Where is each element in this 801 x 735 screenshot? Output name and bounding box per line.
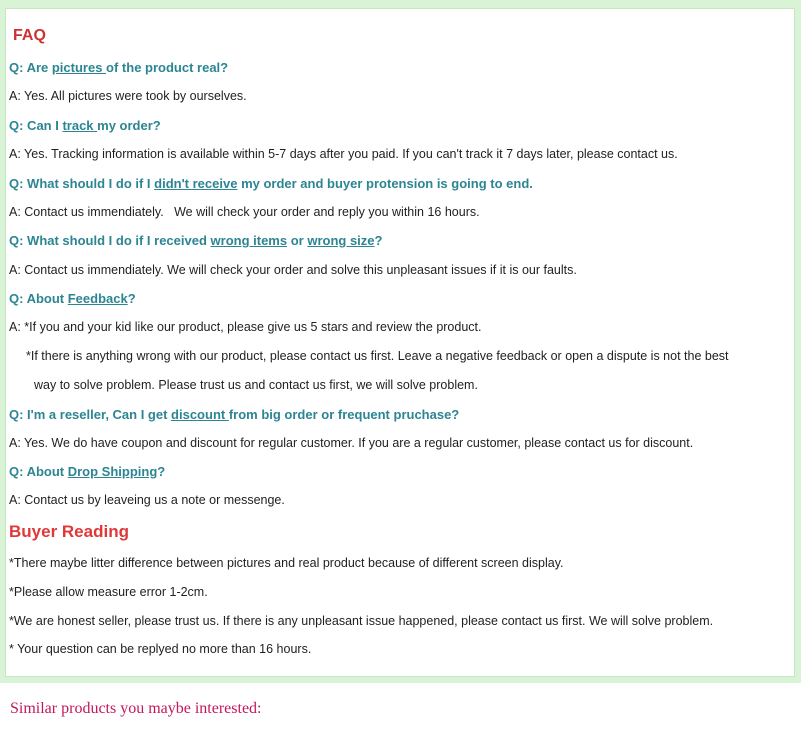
question-text: Q: What should I do if I received <box>9 233 211 248</box>
faq-question-7 <box>9 464 165 479</box>
faq-question-5 <box>9 291 136 306</box>
feedback-link[interactable]: Feedback <box>67 291 128 306</box>
question-text: ? <box>157 464 166 479</box>
didnt-receive-link[interactable]: didn't receive <box>154 176 238 191</box>
faq-answer-6: A: Yes. We do have coupon and discount for regular customer. If you are a regular customer, please contact us for discount. <box>9 436 694 450</box>
drop-shipping-link[interactable]: Drop Shipping <box>67 464 158 479</box>
faq-question-1 <box>9 60 228 75</box>
pictures-link[interactable]: pictures <box>51 60 107 75</box>
question-text: Q: What should I do if I <box>9 176 155 191</box>
faq-answer-7: A: Contact us by leaveing us a note or messenge. <box>9 493 285 507</box>
faq-answer-1: A: Yes. All pictures were took by ourselves. <box>9 89 247 103</box>
faq-answer-4: A: Contact us immendiately. We will check your order and solve this unpleasant issues if it is our faults. <box>9 263 577 277</box>
question-text: my order and buyer protension is going to end. <box>237 176 533 191</box>
faq-question-6 <box>9 407 459 422</box>
faq-answer-5-line-3: way to solve problem. Please trust us and contact us first, we will solve problem. <box>34 378 478 392</box>
question-text: ? <box>374 233 383 248</box>
question-text: ? <box>127 291 136 306</box>
discount-link[interactable]: discount <box>171 407 229 422</box>
buyer-note-4: * Your question can be replyed no more than 16 hours. <box>9 642 312 656</box>
wrong-items-link[interactable]: wrong items <box>210 233 288 248</box>
faq-heading: FAQ <box>13 27 46 44</box>
buyer-reading-heading: Buyer Reading <box>9 522 129 541</box>
faq-answer-5-line-2: *If there is anything wrong with our product, please contact us first. Leave a negative feedback or open a dispute is not the best <box>26 349 729 363</box>
question-text: Q: About <box>9 464 68 479</box>
faq-question-3 <box>9 176 533 191</box>
track-link[interactable]: track <box>62 118 98 133</box>
faq-answer-2: A: Yes. Tracking information is available within 5-7 days after you paid. If you can't track it 7 days later, please contact us. <box>9 147 678 161</box>
buyer-note-2: *Please allow measure error 1-2cm. <box>9 585 208 599</box>
question-text: my order? <box>97 118 161 133</box>
question-text: Q: I'm a reseller, Can I get <box>9 407 172 422</box>
question-text: Q: About <box>9 291 68 306</box>
question-text: or <box>287 233 308 248</box>
faq-answer-3: A: Contact us immendiately. We will check your order and reply you within 16 hours. <box>9 205 480 219</box>
faq-panel <box>5 8 795 677</box>
buyer-note-3: *We are honest seller, please trust us. If there is any unpleasant issue happened, please contact us first. We will solve problem. <box>9 614 714 628</box>
question-text: from big order or frequent pruchase? <box>228 407 460 422</box>
question-text: Q: Can I <box>9 118 63 133</box>
faq-question-4 <box>9 233 382 248</box>
buyer-note-1: *There maybe litter difference between pictures and real product because of different screen display. <box>9 556 564 570</box>
faq-answer-5-line-1: A: *If you and your kid like our product, please give us 5 stars and review the product. <box>9 320 482 334</box>
question-text: Q: Are <box>9 60 52 75</box>
similar-products-heading: Similar products you maybe interested: <box>10 700 262 717</box>
question-text: of the product real? <box>106 60 229 75</box>
wrong-size-link[interactable]: wrong size <box>307 233 375 248</box>
faq-question-2 <box>9 118 161 133</box>
